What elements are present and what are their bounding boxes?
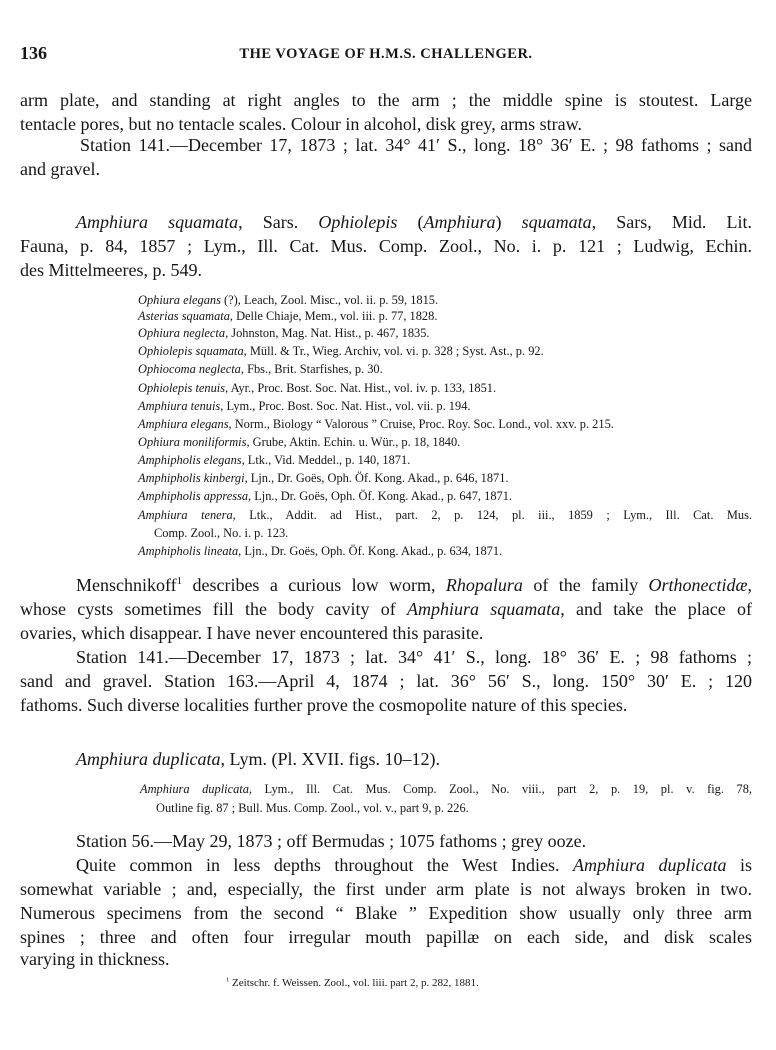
text-run: , Norm., Biology “ Valorous ” Cruise, Proc. Roy. Soc. Lond., vol. xxv. p. 215. — [228, 417, 614, 431]
body-line — [20, 901, 752, 925]
text-run: , Ljn., Dr. Goës, Oph. Öf. Kong. Akad., p. 646, 1871. — [244, 471, 509, 485]
text-run: , Sars. — [238, 212, 319, 232]
body-line — [80, 133, 752, 157]
taxon-name: Amphipholis lineata — [138, 544, 239, 558]
text-run: , Ayr., Proc. Bost. Soc. Nat. Hist., vol. iv. p. 133, 1851. — [225, 381, 497, 395]
body-line — [20, 877, 752, 901]
synonymy-entry — [138, 434, 460, 450]
text-run: , Ljn., Dr. Goës, Oph. Öf. Kong. Akad., p. 634, 1871. — [238, 544, 503, 558]
synonymy-entry — [138, 452, 410, 468]
body-line — [76, 210, 752, 234]
taxon-name: Asterias squamata — [138, 309, 230, 323]
text-run: describes a curious low worm, — [182, 575, 446, 595]
synonymy-entry — [138, 416, 614, 432]
text-run: , Ljn., Dr. Goës, Oph. Öf. Kong. Akad., p. 647, 1871. — [248, 489, 513, 503]
text-run: Zeitschr. f. Weissen. Zool., vol. liii. part 2, p. 282, 1881. — [229, 977, 479, 989]
body-line — [76, 573, 752, 597]
taxon-name: Ophiolepis — [318, 212, 398, 232]
taxon-name: Amphiura — [423, 212, 496, 232]
text-run: , Lym. (Pl. XVII. figs. 10–12). — [220, 749, 440, 769]
synonymy-entry — [138, 488, 512, 504]
page-number: 136 — [20, 43, 47, 63]
text-run: Fauna, p. 84, 1857 ; Lym., Ill. Cat. Mus. Comp. Zool., No. i. p. 121 ; Ludwig, Echin. — [20, 236, 752, 256]
text-run: Numerous specimens from the second “ Blake ” Expedition show usually only three arm — [20, 903, 752, 923]
running-title: THE VOYAGE OF H.M.S. CHALLENGER. — [239, 46, 533, 62]
text-run: , Lym., Ill. Cat. Mus. Comp. Zool., No. viii., part 2, p. 19, pl. v. fig. 78, — [248, 782, 753, 796]
text-run: ovaries, which disappear. I have never encountered this parasite. — [20, 623, 484, 643]
synonymy-entry — [138, 325, 430, 341]
synonymy-entry — [154, 525, 288, 541]
synonymy-entry — [138, 507, 752, 523]
text-run: Quite common in less depths throughout the West Indies. — [76, 855, 574, 875]
page-header — [20, 43, 752, 67]
taxon-name: Amphiura tenera — [138, 508, 233, 522]
text-run: Outline fig. 87 ; Bull. Mus. Comp. Zool., vol. v., part 9, p. 226. — [156, 801, 469, 815]
taxon-name: Ophiolepis tenuis — [138, 381, 226, 395]
synonymy-entry — [138, 380, 496, 396]
text-run: , Ltk., Addit. ad Hist., part. 2, p. 124, pl. iii., 1859 ; Lym., Ill. Cat. Mus. — [232, 508, 752, 522]
body-line — [20, 693, 720, 717]
taxon-name: Amphiura elegans — [138, 417, 229, 431]
text-run: somewhat variable ; and, especially, the first under arm plate is not always broken in two. — [20, 879, 752, 899]
taxon-name: Amphiura squamata — [407, 599, 561, 619]
taxon-name: Ophiura elegans — [138, 293, 221, 307]
taxon-name: Orthonectidæ — [648, 575, 748, 595]
taxon-name: Amphiura duplicata — [573, 855, 727, 875]
body-line — [20, 947, 220, 971]
body-line — [20, 234, 752, 258]
text-run: arm plate, and standing at right angles to the arm ; the middle spine is stoutest. Large — [20, 90, 752, 110]
body-line — [20, 621, 580, 645]
synonymy-entry — [138, 361, 383, 377]
taxon-name: Amphiura duplicata — [76, 749, 221, 769]
synonymy-entry — [138, 343, 544, 359]
body-line — [20, 597, 752, 621]
text-run: varying in thickness. — [20, 949, 170, 969]
text-run: , Lym., Proc. Bost. Soc. Nat. Hist., vol. vii. p. 194. — [220, 399, 471, 413]
taxon-name: Rhopalura — [445, 575, 523, 595]
taxon-name: Ophiocoma neglecta — [138, 362, 241, 376]
taxon-name: Amphipholis kinbergi — [138, 471, 245, 485]
body-line — [76, 853, 752, 877]
synonymy-entry — [138, 470, 509, 486]
footnote-marker: 1 — [226, 976, 230, 984]
synonymy-entry — [156, 800, 469, 816]
text-run: Station 141.—December 17, 1873 ; lat. 34° 41′ S., long. 18° 36′ E. ; 98 fathoms ; — [76, 647, 752, 667]
taxon-name: Amphiura duplicata — [140, 782, 249, 796]
synonymy-entry — [140, 781, 752, 797]
text-run: sand and gravel. Station 163.—April 4, 1874 ; lat. 36° 56′ S., long. 150° 30′ E. ; 120 — [20, 671, 752, 691]
footnote-marker: 1 — [176, 575, 183, 587]
synonymy-entry — [138, 292, 438, 308]
taxon-name: Amphipholis elegans — [138, 453, 242, 467]
synonymy-entry — [138, 398, 471, 414]
text-run: , Sars, Mid. Lit. — [591, 212, 752, 232]
text-run: des Mittelmeeres, p. 549. — [20, 260, 202, 280]
body-line — [76, 645, 752, 669]
text-run: ( — [397, 212, 424, 232]
text-run: Comp. Zool., No. i. p. 123. — [154, 526, 289, 540]
text-run: , Müll. & Tr., Wieg. Archiv, vol. vi. p. 328 ; Syst. Ast., p. 92. — [243, 344, 544, 358]
footnote — [226, 976, 479, 990]
text-run: spines ; three and often four irregular mouth papillæ on each side, and disk scales — [20, 927, 752, 947]
body-line — [20, 925, 752, 949]
taxon-name: squamata — [521, 212, 592, 232]
text-run: , Ltk., Vid. Meddel., p. 140, 1871. — [241, 453, 411, 467]
text-run: is — [726, 855, 753, 875]
text-run: , Fbs., Brit. Starfishes, p. 30. — [240, 362, 383, 376]
text-run: whose cysts sometimes fill the body cavity of — [20, 599, 408, 619]
taxon-name: Ophiura neglecta — [138, 326, 226, 340]
text-run: and gravel. — [20, 159, 100, 179]
text-run: , and take the place of — [560, 599, 752, 619]
text-run: Menschnikoff — [76, 575, 177, 595]
taxon-name: Ophiolepis squamata — [138, 344, 244, 358]
synonymy-entry — [138, 543, 502, 559]
body-line — [76, 747, 496, 771]
body-line — [76, 829, 656, 853]
taxon-name: Amphipholis appressa — [138, 489, 249, 503]
taxon-name: Ophiura moniliformis — [138, 435, 247, 449]
text-run: of the family — [522, 575, 649, 595]
text-run: fathoms. Such diverse localities further prove the cosmopolite nature of this species. — [20, 695, 628, 715]
text-run: Station 141.—December 17, 1873 ; lat. 34° 41′ S., long. 18° 36′ E. ; 98 fathoms ; sand — [80, 135, 752, 155]
taxon-name: Amphiura tenuis — [138, 399, 221, 413]
body-line — [20, 669, 752, 693]
text-run: , Delle Chiaje, Mem., vol. iii. p. 77, 1828. — [229, 309, 438, 323]
body-line — [20, 157, 140, 181]
text-run: , Johnston, Mag. Nat. Hist., p. 467, 1835. — [225, 326, 430, 340]
text-run: ) — [495, 212, 522, 232]
text-run: tentacle pores, but no tentacle scales. Colour in alcohol, disk grey, arms straw. — [20, 114, 582, 134]
body-line — [20, 88, 752, 112]
text-run: , Grube, Aktin. Echin. u. Wür., p. 18, 1840. — [246, 435, 461, 449]
synonymy-entry — [138, 308, 437, 324]
text-run: Station 56.—May 29, 1873 ; off Bermudas ; 1075 fathoms ; grey ooze. — [76, 831, 587, 851]
taxon-name: Amphiura squamata — [76, 212, 239, 232]
text-run: (?), Leach, Zool. Misc., vol. ii. p. 59, 1815. — [220, 293, 439, 307]
body-line — [20, 258, 280, 282]
text-run: , — [747, 575, 752, 595]
